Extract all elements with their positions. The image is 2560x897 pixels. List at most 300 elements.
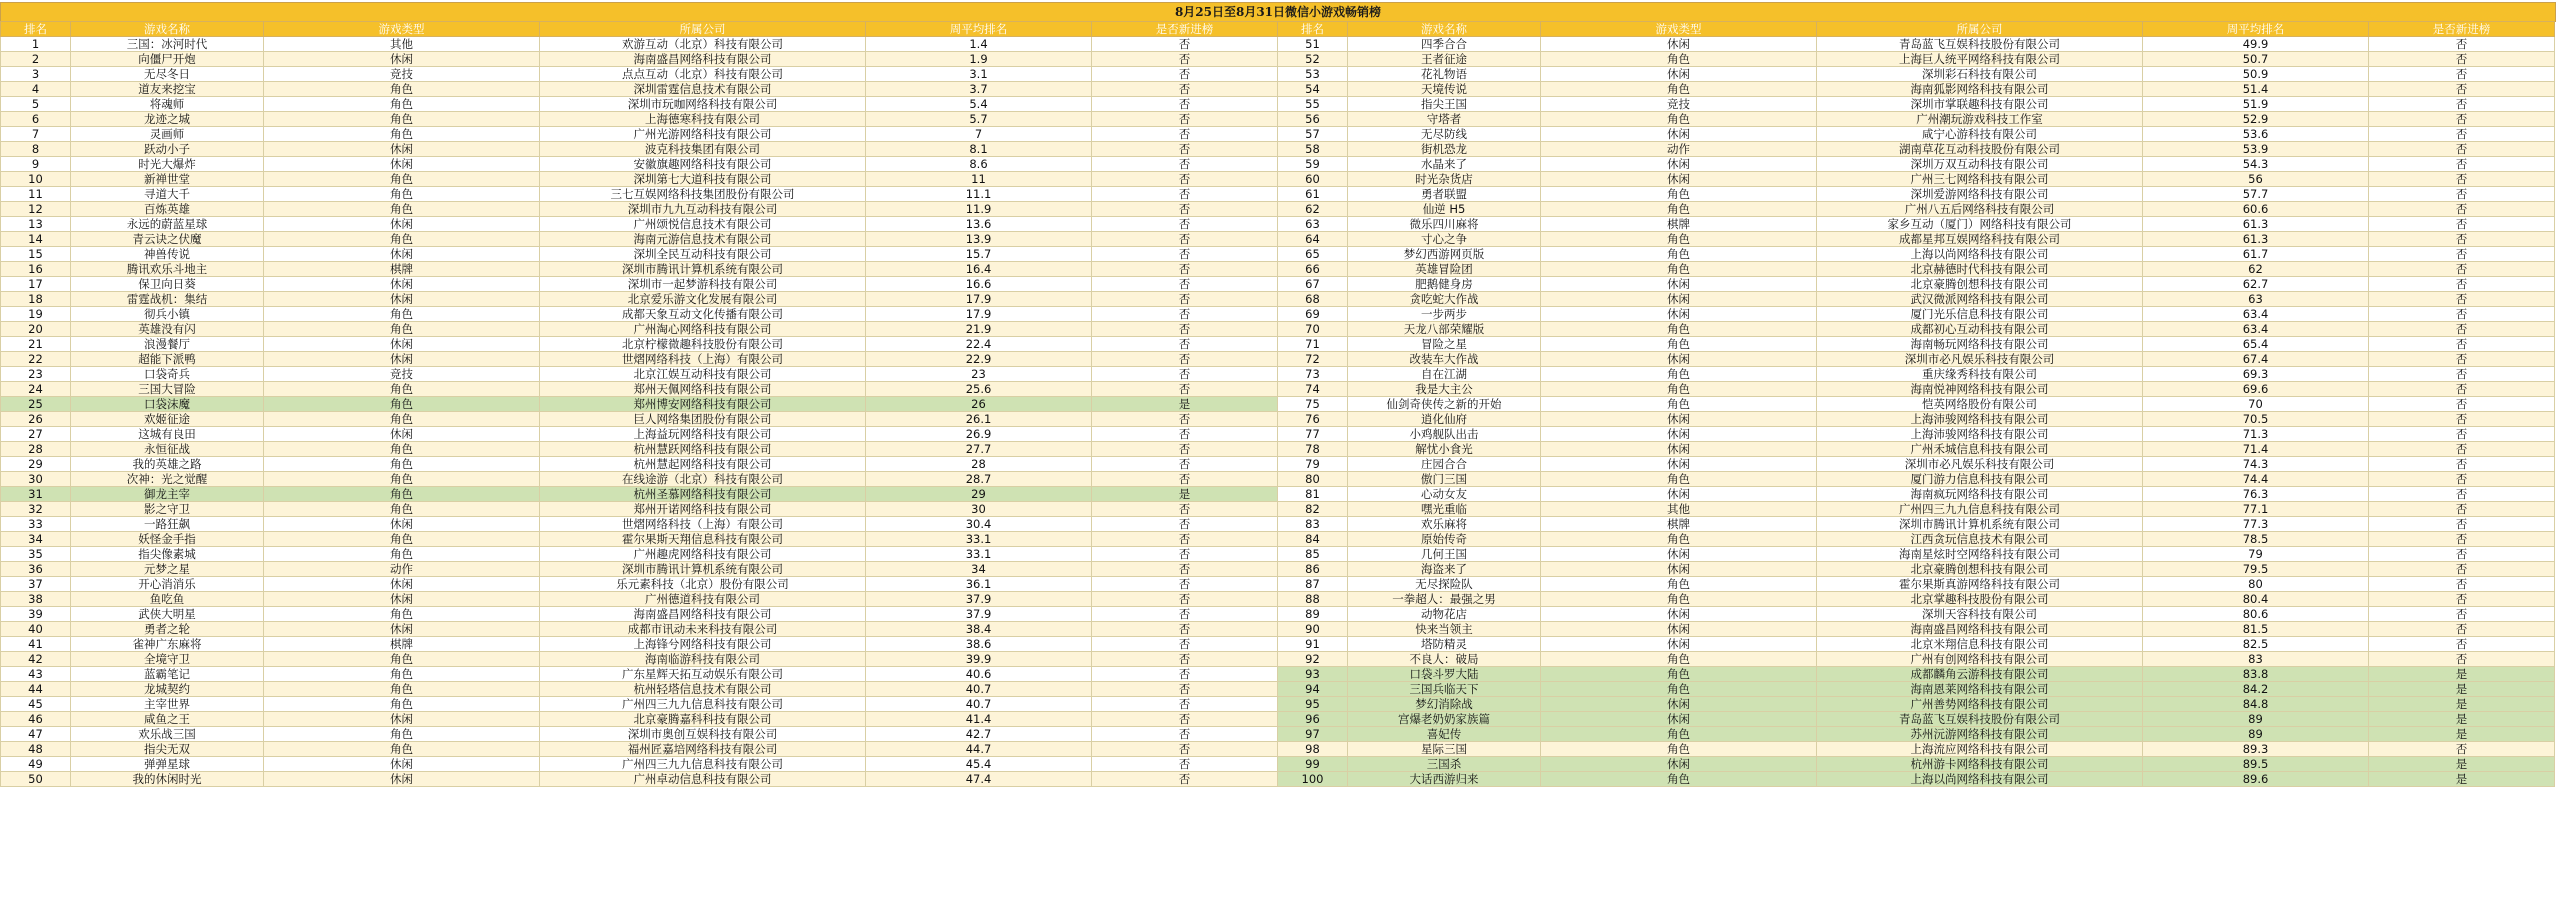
company-cell: 郑州天佩网络科技有限公司	[540, 382, 866, 397]
game-type-cell: 休闲	[1541, 67, 1817, 82]
game-type-cell: 竞技	[264, 367, 540, 382]
rank-cell: 21	[1, 337, 71, 352]
rank-cell: 97	[1278, 727, 1348, 742]
game-type-cell: 角色	[1541, 652, 1817, 667]
avg-rank-cell: 62	[2143, 262, 2369, 277]
new-entry-cell: 否	[2369, 67, 2555, 82]
avg-rank-cell: 28.7	[866, 472, 1092, 487]
rank-cell: 31	[1, 487, 71, 502]
avg-rank-cell: 42.7	[866, 727, 1092, 742]
new-entry-cell: 否	[2369, 127, 2555, 142]
rank-cell: 67	[1278, 277, 1348, 292]
game-type-cell: 休闲	[1541, 712, 1817, 727]
table-row	[1, 502, 1278, 517]
new-entry-cell: 否	[2369, 277, 2555, 292]
game-type-cell: 角色	[264, 697, 540, 712]
new-entry-cell: 否	[2369, 142, 2555, 157]
rank-cell: 66	[1278, 262, 1348, 277]
rank-cell: 70	[1278, 322, 1348, 337]
table-row	[1, 52, 1278, 67]
company-cell: 青岛蓝飞互娱科技股份有限公司	[1817, 37, 2143, 52]
rank-cell: 3	[1, 67, 71, 82]
game-name-cell: 改装车大作战	[1348, 352, 1541, 367]
new-entry-cell: 否	[2369, 262, 2555, 277]
table-row	[1278, 397, 2555, 412]
game-type-cell: 角色	[1541, 772, 1817, 787]
company-cell: 上海以尚网络科技有限公司	[1817, 772, 2143, 787]
table-row	[1, 337, 1278, 352]
new-entry-cell: 否	[1092, 562, 1278, 577]
game-type-cell: 休闲	[264, 217, 540, 232]
table-row	[1, 667, 1278, 682]
game-name-cell: 仙剑奇侠传之新的开始	[1348, 397, 1541, 412]
game-type-cell: 休闲	[264, 337, 540, 352]
table-row	[1278, 67, 2555, 82]
game-name-cell: 嘿光重临	[1348, 502, 1541, 517]
game-name-cell: 时光杂货店	[1348, 172, 1541, 187]
game-name-cell: 永远的蔚蓝星球	[71, 217, 264, 232]
table-row	[1278, 682, 2555, 697]
game-name-cell: 彻兵小镇	[71, 307, 264, 322]
avg-rank-cell: 22.9	[866, 352, 1092, 367]
game-name-cell: 梦幻消除战	[1348, 697, 1541, 712]
table-row	[1, 172, 1278, 187]
company-cell: 恺英网络股份有限公司	[1817, 397, 2143, 412]
game-type-cell: 角色	[1541, 82, 1817, 97]
table-row	[1278, 727, 2555, 742]
company-cell: 海南畅玩网络科技有限公司	[1817, 337, 2143, 352]
company-cell: 广州八五后网络科技有限公司	[1817, 202, 2143, 217]
game-name-cell: 微乐四川麻将	[1348, 217, 1541, 232]
game-name-cell: 英雄没有闪	[71, 322, 264, 337]
avg-rank-cell: 70	[2143, 397, 2369, 412]
table-row	[1, 592, 1278, 607]
new-entry-cell: 否	[2369, 382, 2555, 397]
game-name-cell: 向僵尸开炮	[71, 52, 264, 67]
table-row	[1, 607, 1278, 622]
company-cell: 广州四三九九信息科技有限公司	[540, 757, 866, 772]
game-type-cell: 休闲	[1541, 127, 1817, 142]
company-cell: 点点互动（北京）科技有限公司	[540, 67, 866, 82]
rank-cell: 95	[1278, 697, 1348, 712]
rank-cell: 56	[1278, 112, 1348, 127]
avg-rank-cell: 1.4	[866, 37, 1092, 52]
header-rank: 排名	[1278, 22, 1348, 37]
game-name-cell: 不良人：破局	[1348, 652, 1541, 667]
table-row	[1, 112, 1278, 127]
table-row	[1278, 127, 2555, 142]
company-cell: 武汉微派网络科技有限公司	[1817, 292, 2143, 307]
game-type-cell: 竞技	[264, 67, 540, 82]
rank-cell: 41	[1, 637, 71, 652]
game-name-cell: 大话西游归来	[1348, 772, 1541, 787]
company-cell: 广州光游网络科技有限公司	[540, 127, 866, 142]
new-entry-cell: 是	[1092, 397, 1278, 412]
game-type-cell: 休闲	[1541, 307, 1817, 322]
table-row	[1, 562, 1278, 577]
game-type-cell: 角色	[1541, 532, 1817, 547]
table-row	[1, 367, 1278, 382]
game-type-cell: 角色	[264, 532, 540, 547]
rank-cell: 86	[1278, 562, 1348, 577]
table-row	[1, 457, 1278, 472]
new-entry-cell: 否	[2369, 427, 2555, 442]
table-row	[1278, 247, 2555, 262]
rank-cell: 17	[1, 277, 71, 292]
game-name-cell: 欢姬征途	[71, 412, 264, 427]
game-type-cell: 角色	[264, 472, 540, 487]
game-name-cell: 仙逆 H5	[1348, 202, 1541, 217]
game-type-cell: 角色	[1541, 592, 1817, 607]
game-name-cell: 开心消消乐	[71, 577, 264, 592]
company-cell: 深圳万双互动科技有限公司	[1817, 157, 2143, 172]
company-cell: 成都麟角云游科技有限公司	[1817, 667, 2143, 682]
new-entry-cell: 否	[1092, 622, 1278, 637]
avg-rank-cell: 56	[2143, 172, 2369, 187]
rank-cell: 10	[1, 172, 71, 187]
game-name-cell: 龙迹之城	[71, 112, 264, 127]
table-row	[1278, 457, 2555, 472]
new-entry-cell: 否	[1092, 322, 1278, 337]
game-name-cell: 武侠大明星	[71, 607, 264, 622]
avg-rank-cell: 28	[866, 457, 1092, 472]
game-name-cell: 解忧小食光	[1348, 442, 1541, 457]
company-cell: 海南狐影网络科技有限公司	[1817, 82, 2143, 97]
game-type-cell: 休闲	[264, 352, 540, 367]
rank-cell: 85	[1278, 547, 1348, 562]
new-entry-cell: 否	[2369, 247, 2555, 262]
avg-rank-cell: 40.7	[866, 682, 1092, 697]
table-row	[1, 262, 1278, 277]
rank-cell: 45	[1, 697, 71, 712]
table-row	[1, 742, 1278, 757]
company-cell: 巨人网络集团股份有限公司	[540, 412, 866, 427]
game-name-cell: 我是大主公	[1348, 382, 1541, 397]
company-cell: 重庆缘秀科技有限公司	[1817, 367, 2143, 382]
avg-rank-cell: 74.4	[2143, 472, 2369, 487]
company-cell: 家乡互动（厦门）网络科技有限公司	[1817, 217, 2143, 232]
rank-cell: 90	[1278, 622, 1348, 637]
table-row	[1, 217, 1278, 232]
game-type-cell: 休闲	[1541, 427, 1817, 442]
header-game-type: 游戏类型	[264, 22, 540, 37]
avg-rank-cell: 16.4	[866, 262, 1092, 277]
avg-rank-cell: 67.4	[2143, 352, 2369, 367]
rank-cell: 92	[1278, 652, 1348, 667]
game-type-cell: 其他	[264, 37, 540, 52]
rank-cell: 63	[1278, 217, 1348, 232]
company-cell: 霍尔果斯真游网络科技有限公司	[1817, 577, 2143, 592]
new-entry-cell: 否	[1092, 67, 1278, 82]
game-name-cell: 寻道大千	[71, 187, 264, 202]
new-entry-cell: 否	[2369, 622, 2555, 637]
avg-rank-cell: 71.3	[2143, 427, 2369, 442]
game-type-cell: 竞技	[1541, 97, 1817, 112]
game-name-cell: 新禅世堂	[71, 172, 264, 187]
game-type-cell: 角色	[264, 502, 540, 517]
company-cell: 海南盛昌网络科技有限公司	[1817, 622, 2143, 637]
avg-rank-cell: 1.9	[866, 52, 1092, 67]
game-name-cell: 保卫向日葵	[71, 277, 264, 292]
game-name-cell: 龙城契约	[71, 682, 264, 697]
game-name-cell: 心动女友	[1348, 487, 1541, 502]
game-type-cell: 休闲	[1541, 757, 1817, 772]
header-row	[1, 22, 1278, 37]
game-type-cell: 休闲	[1541, 172, 1817, 187]
new-entry-cell: 否	[1092, 547, 1278, 562]
table-row	[1, 127, 1278, 142]
game-type-cell: 角色	[1541, 382, 1817, 397]
new-entry-cell: 否	[2369, 202, 2555, 217]
game-type-cell: 角色	[1541, 397, 1817, 412]
new-entry-cell: 否	[1092, 217, 1278, 232]
avg-rank-cell: 8.1	[866, 142, 1092, 157]
table-row	[1, 712, 1278, 727]
company-cell: 咸宁心游科技有限公司	[1817, 127, 2143, 142]
rank-cell: 25	[1, 397, 71, 412]
game-type-cell: 角色	[264, 442, 540, 457]
company-cell: 广州四三九九信息科技有限公司	[1817, 502, 2143, 517]
rank-cell: 55	[1278, 97, 1348, 112]
game-name-cell: 花礼物语	[1348, 67, 1541, 82]
avg-rank-cell: 65.4	[2143, 337, 2369, 352]
game-name-cell: 喜妃传	[1348, 727, 1541, 742]
game-type-cell: 休闲	[1541, 562, 1817, 577]
company-cell: 杭州圣慕网络科技有限公司	[540, 487, 866, 502]
avg-rank-cell: 74.3	[2143, 457, 2369, 472]
game-type-cell: 休闲	[264, 142, 540, 157]
avg-rank-cell: 17.9	[866, 292, 1092, 307]
avg-rank-cell: 16.6	[866, 277, 1092, 292]
new-entry-cell: 否	[2369, 157, 2555, 172]
new-entry-cell: 否	[1092, 427, 1278, 442]
rank-cell: 38	[1, 592, 71, 607]
rank-cell: 1	[1, 37, 71, 52]
company-cell: 乐元素科技（北京）股份有限公司	[540, 577, 866, 592]
avg-rank-cell: 13.6	[866, 217, 1092, 232]
game-type-cell: 角色	[264, 547, 540, 562]
table-row	[1, 697, 1278, 712]
avg-rank-cell: 25.6	[866, 382, 1092, 397]
company-cell: 广州趣虎网络科技有限公司	[540, 547, 866, 562]
avg-rank-cell: 60.6	[2143, 202, 2369, 217]
game-type-cell: 角色	[1541, 337, 1817, 352]
table-row	[1, 547, 1278, 562]
rank-cell: 5	[1, 97, 71, 112]
rank-cell: 15	[1, 247, 71, 262]
game-name-cell: 贪吃蛇大作战	[1348, 292, 1541, 307]
game-type-cell: 角色	[1541, 367, 1817, 382]
company-cell: 北京豪腾创想科技有限公司	[1817, 562, 2143, 577]
avg-rank-cell: 57.7	[2143, 187, 2369, 202]
game-type-cell: 休闲	[264, 292, 540, 307]
company-cell: 上海沛骏网络科技有限公司	[1817, 412, 2143, 427]
avg-rank-cell: 13.9	[866, 232, 1092, 247]
table-row	[1278, 277, 2555, 292]
ranking-table-left	[0, 21, 1278, 787]
rank-cell: 84	[1278, 532, 1348, 547]
game-type-cell: 休闲	[264, 157, 540, 172]
avg-rank-cell: 40.6	[866, 667, 1092, 682]
table-row	[1278, 37, 2555, 52]
game-name-cell: 神兽传说	[71, 247, 264, 262]
company-cell: 世熠网络科技（上海）有限公司	[540, 352, 866, 367]
rank-cell: 9	[1, 157, 71, 172]
new-entry-cell: 是	[1092, 487, 1278, 502]
avg-rank-cell: 22.4	[866, 337, 1092, 352]
new-entry-cell: 是	[2369, 682, 2555, 697]
header-new-entry: 是否新进榜	[1092, 22, 1278, 37]
avg-rank-cell: 23	[866, 367, 1092, 382]
table-row	[1278, 157, 2555, 172]
avg-rank-cell: 69.6	[2143, 382, 2369, 397]
rank-cell: 94	[1278, 682, 1348, 697]
rank-cell: 8	[1, 142, 71, 157]
table-row	[1, 727, 1278, 742]
avg-rank-cell: 49.9	[2143, 37, 2369, 52]
new-entry-cell: 否	[1092, 382, 1278, 397]
avg-rank-cell: 70.5	[2143, 412, 2369, 427]
avg-rank-cell: 62.7	[2143, 277, 2369, 292]
avg-rank-cell: 83	[2143, 652, 2369, 667]
rank-cell: 19	[1, 307, 71, 322]
company-cell: 欢游互动（北京）科技有限公司	[540, 37, 866, 52]
company-cell: 北京掌趣科技股份有限公司	[1817, 592, 2143, 607]
rank-cell: 12	[1, 202, 71, 217]
game-type-cell: 休闲	[264, 277, 540, 292]
game-name-cell: 无尽防线	[1348, 127, 1541, 142]
new-entry-cell: 否	[2369, 652, 2555, 667]
avg-rank-cell: 11.1	[866, 187, 1092, 202]
game-name-cell: 我的休闲时光	[71, 772, 264, 787]
avg-rank-cell: 11.9	[866, 202, 1092, 217]
rank-cell: 26	[1, 412, 71, 427]
new-entry-cell: 否	[2369, 52, 2555, 67]
game-name-cell: 元梦之星	[71, 562, 264, 577]
game-type-cell: 角色	[264, 97, 540, 112]
game-name-cell: 英雄冒险团	[1348, 262, 1541, 277]
rank-cell: 59	[1278, 157, 1348, 172]
avg-rank-cell: 8.6	[866, 157, 1092, 172]
avg-rank-cell: 51.4	[2143, 82, 2369, 97]
avg-rank-cell: 84.2	[2143, 682, 2369, 697]
new-entry-cell: 否	[2369, 592, 2555, 607]
avg-rank-cell: 81.5	[2143, 622, 2369, 637]
company-cell: 海南疯玩网络科技有限公司	[1817, 487, 2143, 502]
game-name-cell: 永恒征战	[71, 442, 264, 457]
avg-rank-cell: 45.4	[866, 757, 1092, 772]
game-name-cell: 指尖王国	[1348, 97, 1541, 112]
avg-rank-cell: 54.3	[2143, 157, 2369, 172]
game-name-cell: 街机恐龙	[1348, 142, 1541, 157]
table-row	[1278, 577, 2555, 592]
game-name-cell: 天境传说	[1348, 82, 1541, 97]
game-type-cell: 休闲	[1541, 697, 1817, 712]
avg-rank-cell: 89	[2143, 712, 2369, 727]
rank-cell: 13	[1, 217, 71, 232]
rank-cell: 76	[1278, 412, 1348, 427]
table-row	[1278, 487, 2555, 502]
game-name-cell: 傲门三国	[1348, 472, 1541, 487]
rank-cell: 37	[1, 577, 71, 592]
table-row	[1278, 652, 2555, 667]
rank-cell: 35	[1, 547, 71, 562]
game-name-cell: 弹弹星球	[71, 757, 264, 772]
rank-cell: 14	[1, 232, 71, 247]
table-row	[1278, 667, 2555, 682]
table-row	[1278, 337, 2555, 352]
game-type-cell: 休闲	[1541, 37, 1817, 52]
game-type-cell: 休闲	[1541, 607, 1817, 622]
game-type-cell: 休闲	[1541, 622, 1817, 637]
new-entry-cell: 否	[1092, 262, 1278, 277]
company-cell: 深圳市玩咖网络科技有限公司	[540, 97, 866, 112]
avg-rank-cell: 82.5	[2143, 637, 2369, 652]
new-entry-cell: 否	[2369, 562, 2555, 577]
avg-rank-cell: 37.9	[866, 592, 1092, 607]
game-name-cell: 原始传奇	[1348, 532, 1541, 547]
table-row	[1, 577, 1278, 592]
new-entry-cell: 否	[1092, 757, 1278, 772]
new-entry-cell: 否	[1092, 172, 1278, 187]
company-cell: 广州德道科技有限公司	[540, 592, 866, 607]
game-name-cell: 百炼英雄	[71, 202, 264, 217]
avg-rank-cell: 26	[866, 397, 1092, 412]
new-entry-cell: 否	[1092, 112, 1278, 127]
game-name-cell: 三国兵临天下	[1348, 682, 1541, 697]
company-cell: 广东星辉天拓互动娱乐有限公司	[540, 667, 866, 682]
avg-rank-cell: 77.1	[2143, 502, 2369, 517]
game-type-cell: 角色	[264, 397, 540, 412]
avg-rank-cell: 61.3	[2143, 232, 2369, 247]
company-cell: 成都天象互动文化传播有限公司	[540, 307, 866, 322]
game-type-cell: 角色	[264, 667, 540, 682]
company-cell: 广州有创网络科技有限公司	[1817, 652, 2143, 667]
new-entry-cell: 否	[2369, 337, 2555, 352]
new-entry-cell: 否	[1092, 127, 1278, 142]
new-entry-cell: 是	[2369, 667, 2555, 682]
company-cell: 广州潮玩游戏科技工作室	[1817, 112, 2143, 127]
game-name-cell: 一步两步	[1348, 307, 1541, 322]
game-type-cell: 角色	[1541, 742, 1817, 757]
avg-rank-cell: 33.1	[866, 532, 1092, 547]
game-name-cell: 勇者之轮	[71, 622, 264, 637]
new-entry-cell: 否	[2369, 172, 2555, 187]
avg-rank-cell: 11	[866, 172, 1092, 187]
header-company: 所属公司	[1817, 22, 2143, 37]
game-name-cell: 蓝霸笔记	[71, 667, 264, 682]
rank-cell: 27	[1, 427, 71, 442]
avg-rank-cell: 89.5	[2143, 757, 2369, 772]
new-entry-cell: 是	[2369, 697, 2555, 712]
game-type-cell: 动作	[1541, 142, 1817, 157]
table-row	[1278, 607, 2555, 622]
game-name-cell: 冒险之星	[1348, 337, 1541, 352]
company-cell: 苏州沅游网络科技有限公司	[1817, 727, 2143, 742]
game-type-cell: 休闲	[1541, 277, 1817, 292]
company-cell: 北京赫德时代科技有限公司	[1817, 262, 2143, 277]
avg-rank-cell: 89.6	[2143, 772, 2369, 787]
table-row	[1, 442, 1278, 457]
new-entry-cell: 否	[1092, 202, 1278, 217]
new-entry-cell: 否	[2369, 307, 2555, 322]
company-cell: 世熠网络科技（上海）有限公司	[540, 517, 866, 532]
avg-rank-cell: 33.1	[866, 547, 1092, 562]
company-cell: 成都市讯动未来科技有限公司	[540, 622, 866, 637]
rank-cell: 93	[1278, 667, 1348, 682]
table-row	[1278, 712, 2555, 727]
game-type-cell: 休闲	[264, 757, 540, 772]
